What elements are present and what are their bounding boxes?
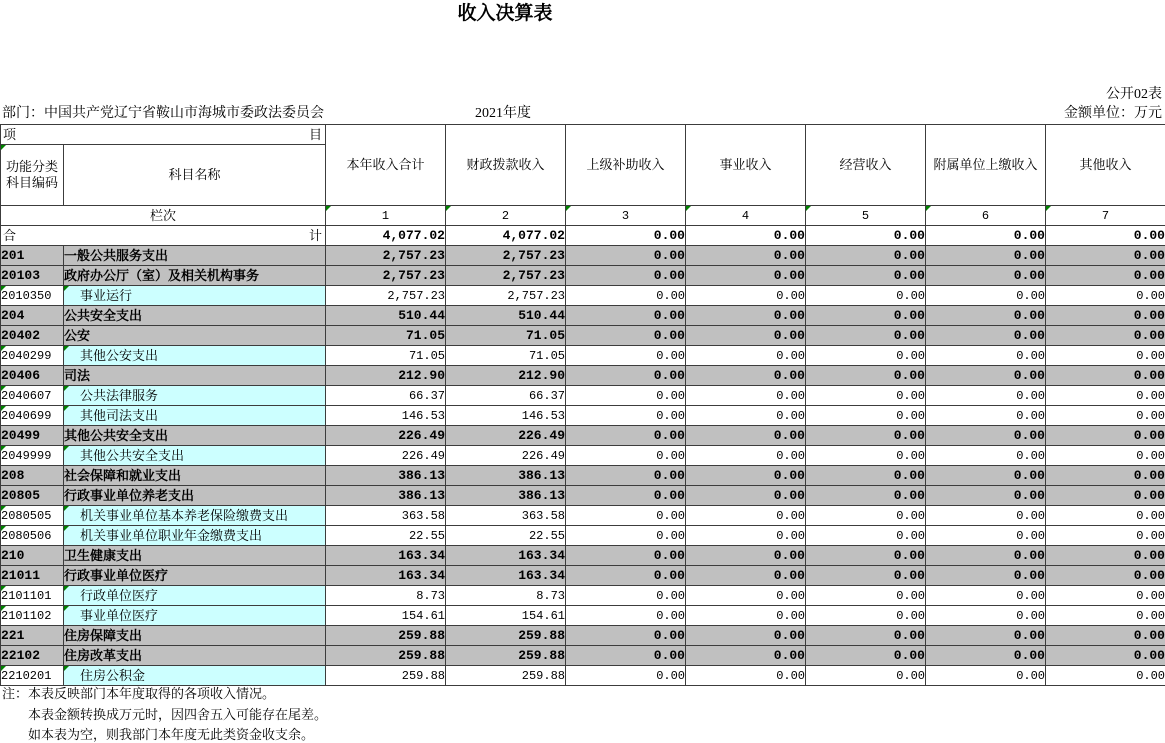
- header-operating-income: 经营收入: [806, 125, 926, 206]
- row-value-business-income: 0.00: [686, 306, 806, 326]
- row-value-superior-subsidy: 0.00: [566, 306, 686, 326]
- row-value-business-income: 0.00: [686, 626, 806, 646]
- row-value-affiliated-remittance: 0.00: [926, 546, 1046, 566]
- row-value-fiscal-appropriation: 154.61: [446, 606, 566, 626]
- row-value-total-income: 2,757.23: [326, 266, 446, 286]
- table-row: [1, 326, 1165, 346]
- row-code: 2040299: [1, 346, 64, 366]
- total-value-superior-subsidy: 0.00: [566, 226, 686, 246]
- row-value-affiliated-remittance: 0.00: [926, 286, 1046, 306]
- row-value-other-income: 0.00: [1046, 626, 1165, 646]
- total-label-parts: [1, 227, 325, 245]
- table-row: [1, 246, 1165, 266]
- note-3: 如本表为空，则我部门本年度无此类资金收支余。: [28, 727, 315, 742]
- sequence-number: 3: [566, 206, 686, 226]
- row-value-affiliated-remittance: 0.00: [926, 586, 1046, 606]
- row-value-total-income: 71.05: [326, 346, 446, 366]
- total-value-operating-income: 0.00: [806, 226, 926, 246]
- row-value-superior-subsidy: 0.00: [566, 266, 686, 286]
- row-value-total-income: 259.88: [326, 646, 446, 666]
- row-value-total-income: 146.53: [326, 406, 446, 426]
- table-row: [1, 386, 1165, 406]
- row-code: 21011: [1, 566, 64, 586]
- row-name: 社会保障和就业支出: [64, 466, 326, 486]
- row-value-affiliated-remittance: 0.00: [926, 386, 1046, 406]
- row-code: 2101102: [1, 606, 64, 626]
- row-name: 其他公共安全支出: [64, 446, 326, 466]
- header-code: [1, 145, 64, 206]
- row-value-operating-income: 0.00: [806, 266, 926, 286]
- row-value-fiscal-appropriation: 259.88: [446, 626, 566, 646]
- row-value-operating-income: 0.00: [806, 526, 926, 546]
- table-row: [1, 406, 1165, 426]
- row-value-operating-income: 0.00: [806, 566, 926, 586]
- row-value-affiliated-remittance: 0.00: [926, 406, 1046, 426]
- row-value-other-income: 0.00: [1046, 366, 1165, 386]
- row-value-business-income: 0.00: [686, 486, 806, 506]
- row-name: 司法: [64, 366, 326, 386]
- row-value-superior-subsidy: 0.00: [566, 486, 686, 506]
- row-value-business-income: 0.00: [686, 286, 806, 306]
- row-value-other-income: 0.00: [1046, 566, 1165, 586]
- row-value-superior-subsidy: 0.00: [566, 666, 686, 686]
- row-name: 事业运行: [64, 286, 326, 306]
- table-row: [1, 486, 1165, 506]
- row-value-total-income: 2,757.23: [326, 286, 446, 306]
- row-value-fiscal-appropriation: 386.13: [446, 466, 566, 486]
- row-value-total-income: 22.55: [326, 526, 446, 546]
- row-value-business-income: 0.00: [686, 566, 806, 586]
- row-name: 事业单位医疗: [64, 606, 326, 626]
- row-value-affiliated-remittance: 0.00: [926, 606, 1046, 626]
- row-name: 机关事业单位职业年金缴费支出: [64, 526, 326, 546]
- row-value-other-income: 0.00: [1046, 406, 1165, 426]
- row-value-affiliated-remittance: 0.00: [926, 666, 1046, 686]
- table-row: [1, 346, 1165, 366]
- row-value-affiliated-remittance: 0.00: [926, 566, 1046, 586]
- total-value-business-income: 0.00: [686, 226, 806, 246]
- table-row: [1, 606, 1165, 626]
- row-code: 221: [1, 626, 64, 646]
- header-item-labels: [1, 126, 325, 144]
- row-value-operating-income: 0.00: [806, 506, 926, 526]
- row-name: 其他公安支出: [64, 346, 326, 366]
- row-value-fiscal-appropriation: 163.34: [446, 546, 566, 566]
- row-value-fiscal-appropriation: 2,757.23: [446, 286, 566, 306]
- row-value-other-income: 0.00: [1046, 386, 1165, 406]
- row-value-total-income: 363.58: [326, 506, 446, 526]
- row-value-operating-income: 0.00: [806, 666, 926, 686]
- table-row: [1, 546, 1165, 566]
- row-name: 机关事业单位基本养老保险缴费支出: [64, 506, 326, 526]
- header-business-income: 事业收入: [686, 125, 806, 206]
- row-code: 2049999: [1, 446, 64, 466]
- sequence-number: 6: [926, 206, 1046, 226]
- row-value-affiliated-remittance: 0.00: [926, 626, 1046, 646]
- row-value-affiliated-remittance: 0.00: [926, 646, 1046, 666]
- row-value-operating-income: 0.00: [806, 246, 926, 266]
- table-row: [1, 566, 1165, 586]
- sequence-number: 1: [326, 206, 446, 226]
- row-name: 住房改革支出: [64, 646, 326, 666]
- row-value-affiliated-remittance: 0.00: [926, 306, 1046, 326]
- row-value-total-income: 212.90: [326, 366, 446, 386]
- row-value-operating-income: 0.00: [806, 626, 926, 646]
- row-value-other-income: 0.00: [1046, 506, 1165, 526]
- header-code-line-2: 科目编码: [5, 175, 58, 190]
- row-value-superior-subsidy: 0.00: [566, 346, 686, 366]
- row-value-business-income: 0.00: [686, 646, 806, 666]
- row-value-affiliated-remittance: 0.00: [926, 246, 1046, 266]
- row-value-affiliated-remittance: 0.00: [926, 446, 1046, 466]
- row-name: 其他公共安全支出: [64, 426, 326, 446]
- row-value-fiscal-appropriation: 363.58: [446, 506, 566, 526]
- row-value-business-income: 0.00: [686, 606, 806, 626]
- note-1: 注：本表反映部门本年度取得的各项收入情况。: [2, 686, 276, 701]
- row-value-business-income: 0.00: [686, 386, 806, 406]
- header-fiscal-appropriation: 财政拨款收入: [446, 125, 566, 206]
- row-value-total-income: 386.13: [326, 466, 446, 486]
- row-value-fiscal-appropriation: 212.90: [446, 366, 566, 386]
- total-value-affiliated-remittance: 0.00: [926, 226, 1046, 246]
- total-label-right: 计: [308, 227, 322, 243]
- row-name: 住房公积金: [64, 666, 326, 686]
- row-value-superior-subsidy: 0.00: [566, 526, 686, 546]
- row-value-other-income: 0.00: [1046, 526, 1165, 546]
- row-value-operating-income: 0.00: [806, 306, 926, 326]
- row-value-business-income: 0.00: [686, 466, 806, 486]
- row-value-operating-income: 0.00: [806, 326, 926, 346]
- table-row: [1, 506, 1165, 526]
- table-body: [1, 226, 1165, 686]
- row-value-fiscal-appropriation: 22.55: [446, 526, 566, 546]
- row-value-superior-subsidy: 0.00: [566, 366, 686, 386]
- page-title: 收入决算表: [457, 3, 553, 24]
- header-name: 科目名称: [64, 145, 326, 206]
- amount-unit: 金额单位：万元: [1064, 106, 1162, 121]
- income-table: [0, 124, 1165, 686]
- row-value-fiscal-appropriation: 146.53: [446, 406, 566, 426]
- row-value-other-income: 0.00: [1046, 586, 1165, 606]
- row-value-fiscal-appropriation: 510.44: [446, 306, 566, 326]
- row-value-superior-subsidy: 0.00: [566, 626, 686, 646]
- row-code: 20402: [1, 326, 64, 346]
- row-value-total-income: 226.49: [326, 426, 446, 446]
- row-value-fiscal-appropriation: 2,757.23: [446, 266, 566, 286]
- row-code: 2040607: [1, 386, 64, 406]
- row-name: 其他司法支出: [64, 406, 326, 426]
- row-value-operating-income: 0.00: [806, 646, 926, 666]
- row-value-affiliated-remittance: 0.00: [926, 426, 1046, 446]
- row-value-total-income: 259.88: [326, 666, 446, 686]
- row-name: 行政事业单位医疗: [64, 566, 326, 586]
- row-value-other-income: 0.00: [1046, 286, 1165, 306]
- row-value-superior-subsidy: 0.00: [566, 286, 686, 306]
- row-value-affiliated-remittance: 0.00: [926, 466, 1046, 486]
- row-value-affiliated-remittance: 0.00: [926, 326, 1046, 346]
- row-value-superior-subsidy: 0.00: [566, 386, 686, 406]
- row-value-affiliated-remittance: 0.00: [926, 346, 1046, 366]
- row-value-fiscal-appropriation: 8.73: [446, 586, 566, 606]
- row-value-other-income: 0.00: [1046, 346, 1165, 366]
- sequence-number: 2: [446, 206, 566, 226]
- table-row: [1, 426, 1165, 446]
- row-value-superior-subsidy: 0.00: [566, 506, 686, 526]
- header-affiliated-remittance: 附属单位上缴收入: [926, 125, 1046, 206]
- sequence-number: 7: [1046, 206, 1165, 226]
- row-value-fiscal-appropriation: 226.49: [446, 426, 566, 446]
- header-item-right: 目: [308, 126, 322, 142]
- table-row: [1, 306, 1165, 326]
- row-value-operating-income: 0.00: [806, 446, 926, 466]
- row-value-total-income: 163.34: [326, 546, 446, 566]
- row-value-total-income: 8.73: [326, 586, 446, 606]
- table-row: [1, 646, 1165, 666]
- row-value-operating-income: 0.00: [806, 466, 926, 486]
- row-name: 公共法律服务: [64, 386, 326, 406]
- header-code-line-1: 功能分类: [5, 159, 58, 174]
- row-value-superior-subsidy: 0.00: [566, 546, 686, 566]
- header-superior-subsidy: 上级补助收入: [566, 125, 686, 206]
- row-code: 2210201: [1, 666, 64, 686]
- sequence-number: 4: [686, 206, 806, 226]
- row-value-operating-income: 0.00: [806, 346, 926, 366]
- row-value-fiscal-appropriation: 66.37: [446, 386, 566, 406]
- row-code: 20805: [1, 486, 64, 506]
- fiscal-year: 2021年度: [475, 106, 531, 121]
- row-code: 2101101: [1, 586, 64, 606]
- table-row: [1, 286, 1165, 306]
- row-value-superior-subsidy: 0.00: [566, 246, 686, 266]
- row-name: 一般公共服务支出: [64, 246, 326, 266]
- row-value-business-income: 0.00: [686, 326, 806, 346]
- row-value-operating-income: 0.00: [806, 586, 926, 606]
- row-value-operating-income: 0.00: [806, 366, 926, 386]
- row-value-operating-income: 0.00: [806, 486, 926, 506]
- sequence-row: [1, 206, 1165, 226]
- row-code: 208: [1, 466, 64, 486]
- row-value-other-income: 0.00: [1046, 266, 1165, 286]
- row-value-affiliated-remittance: 0.00: [926, 506, 1046, 526]
- note-2: 本表金额转换成万元时，因四舍五入可能存在尾差。: [28, 707, 328, 722]
- row-code: 20406: [1, 366, 64, 386]
- form-number: 公开02表: [1106, 87, 1162, 102]
- row-value-fiscal-appropriation: 226.49: [446, 446, 566, 466]
- header-row: [1, 125, 1165, 145]
- row-value-fiscal-appropriation: 71.05: [446, 326, 566, 346]
- row-value-operating-income: 0.00: [806, 546, 926, 566]
- row-value-operating-income: 0.00: [806, 286, 926, 306]
- table-row: [1, 266, 1165, 286]
- row-value-superior-subsidy: 0.00: [566, 646, 686, 666]
- row-value-business-income: 0.00: [686, 366, 806, 386]
- row-value-other-income: 0.00: [1046, 546, 1165, 566]
- row-code: 22102: [1, 646, 64, 666]
- row-code: 2080505: [1, 506, 64, 526]
- row-code: 210: [1, 546, 64, 566]
- row-value-superior-subsidy: 0.00: [566, 586, 686, 606]
- row-value-business-income: 0.00: [686, 666, 806, 686]
- row-value-other-income: 0.00: [1046, 486, 1165, 506]
- row-value-business-income: 0.00: [686, 406, 806, 426]
- row-value-fiscal-appropriation: 2,757.23: [446, 246, 566, 266]
- header-item-left: 项: [3, 126, 17, 142]
- row-code: 2040699: [1, 406, 64, 426]
- row-value-operating-income: 0.00: [806, 426, 926, 446]
- table-row: [1, 586, 1165, 606]
- total-value-fiscal-appropriation: 4,077.02: [446, 226, 566, 246]
- row-value-total-income: 163.34: [326, 566, 446, 586]
- total-label-left: 合: [3, 227, 17, 243]
- row-value-business-income: 0.00: [686, 346, 806, 366]
- row-value-superior-subsidy: 0.00: [566, 426, 686, 446]
- total-value-total-income: 4,077.02: [326, 226, 446, 246]
- row-name: 政府办公厅（室）及相关机构事务: [64, 266, 326, 286]
- row-value-business-income: 0.00: [686, 246, 806, 266]
- row-value-total-income: 2,757.23: [326, 246, 446, 266]
- row-value-other-income: 0.00: [1046, 446, 1165, 466]
- row-value-fiscal-appropriation: 259.88: [446, 646, 566, 666]
- row-value-other-income: 0.00: [1046, 326, 1165, 346]
- header-total-income: 本年收入合计: [326, 125, 446, 206]
- row-value-fiscal-appropriation: 386.13: [446, 486, 566, 506]
- row-value-operating-income: 0.00: [806, 406, 926, 426]
- row-value-total-income: 71.05: [326, 326, 446, 346]
- row-value-total-income: 66.37: [326, 386, 446, 406]
- table-row: [1, 446, 1165, 466]
- row-value-operating-income: 0.00: [806, 606, 926, 626]
- row-value-business-income: 0.00: [686, 506, 806, 526]
- row-code: 201: [1, 246, 64, 266]
- row-value-other-income: 0.00: [1046, 426, 1165, 446]
- table-row: [1, 626, 1165, 646]
- row-value-other-income: 0.00: [1046, 606, 1165, 626]
- table-row: [1, 526, 1165, 546]
- row-value-superior-subsidy: 0.00: [566, 406, 686, 426]
- total-row: [1, 226, 1165, 246]
- total-value-other-income: 0.00: [1046, 226, 1165, 246]
- row-code: 20103: [1, 266, 64, 286]
- row-code: 2010350: [1, 286, 64, 306]
- row-name: 行政事业单位养老支出: [64, 486, 326, 506]
- row-value-other-income: 0.00: [1046, 306, 1165, 326]
- row-value-superior-subsidy: 0.00: [566, 326, 686, 346]
- table-row: [1, 466, 1165, 486]
- row-value-fiscal-appropriation: 259.88: [446, 666, 566, 686]
- row-value-business-income: 0.00: [686, 266, 806, 286]
- row-value-total-income: 510.44: [326, 306, 446, 326]
- header-other-income: 其他收入: [1046, 125, 1165, 206]
- row-value-other-income: 0.00: [1046, 246, 1165, 266]
- row-name: 卫生健康支出: [64, 546, 326, 566]
- row-value-other-income: 0.00: [1046, 666, 1165, 686]
- row-value-other-income: 0.00: [1046, 646, 1165, 666]
- row-value-total-income: 386.13: [326, 486, 446, 506]
- table-row: [1, 666, 1165, 686]
- row-name: 住房保障支出: [64, 626, 326, 646]
- row-code: 20499: [1, 426, 64, 446]
- sequence-label: 栏次: [1, 206, 326, 226]
- row-value-affiliated-remittance: 0.00: [926, 486, 1046, 506]
- row-value-fiscal-appropriation: 71.05: [446, 346, 566, 366]
- row-code: 204: [1, 306, 64, 326]
- row-value-total-income: 259.88: [326, 626, 446, 646]
- row-value-business-income: 0.00: [686, 426, 806, 446]
- row-value-superior-subsidy: 0.00: [566, 466, 686, 486]
- row-value-business-income: 0.00: [686, 526, 806, 546]
- row-value-superior-subsidy: 0.00: [566, 566, 686, 586]
- row-value-other-income: 0.00: [1046, 466, 1165, 486]
- header-item: [1, 125, 326, 145]
- table-row: [1, 366, 1165, 386]
- department-label: 部门：中国共产党辽宁省鞍山市海城市委政法委员会: [2, 106, 324, 121]
- table-header: [1, 125, 1165, 226]
- row-value-affiliated-remittance: 0.00: [926, 366, 1046, 386]
- row-value-affiliated-remittance: 0.00: [926, 526, 1046, 546]
- row-value-business-income: 0.00: [686, 546, 806, 566]
- total-label: [1, 226, 326, 246]
- row-code: 2080506: [1, 526, 64, 546]
- row-name: 公共安全支出: [64, 306, 326, 326]
- sequence-number: 5: [806, 206, 926, 226]
- row-name: 公安: [64, 326, 326, 346]
- row-value-business-income: 0.00: [686, 446, 806, 466]
- row-value-superior-subsidy: 0.00: [566, 446, 686, 466]
- row-value-superior-subsidy: 0.00: [566, 606, 686, 626]
- row-value-business-income: 0.00: [686, 586, 806, 606]
- row-value-fiscal-appropriation: 163.34: [446, 566, 566, 586]
- row-value-total-income: 154.61: [326, 606, 446, 626]
- row-value-total-income: 226.49: [326, 446, 446, 466]
- row-name: 行政单位医疗: [64, 586, 326, 606]
- row-value-operating-income: 0.00: [806, 386, 926, 406]
- row-value-affiliated-remittance: 0.00: [926, 266, 1046, 286]
